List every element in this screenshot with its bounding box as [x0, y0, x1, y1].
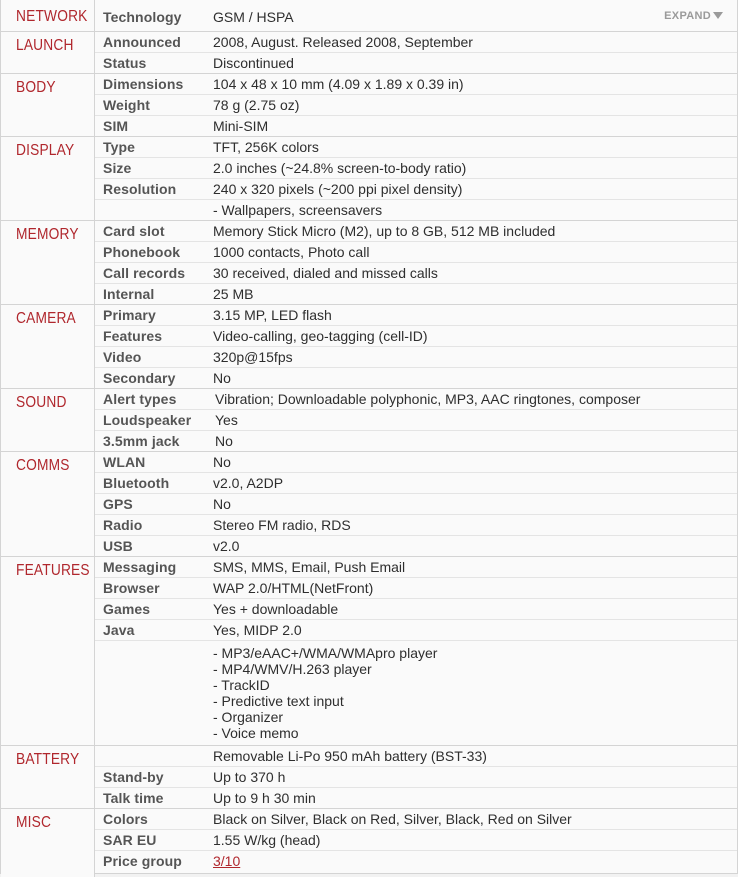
spec-row-technology [95, 0, 737, 31]
row-value: Yes + downloadable [213, 601, 339, 617]
row-label: Weight [103, 97, 151, 113]
section-network [1, 0, 737, 31]
spec-row-secondary [95, 367, 737, 388]
row-value: 240 x 320 pixels (~200 ppi pixel density) [213, 181, 463, 197]
row-value: v2.0 [213, 538, 240, 554]
row-label: Secondary [103, 370, 176, 386]
spec-row-price-group [95, 850, 737, 877]
row-value: 30 received, dialed and missed calls [213, 265, 438, 281]
spec-row-messaging [95, 557, 737, 577]
category-launch [1, 32, 95, 73]
spec-row-java [95, 619, 737, 640]
expand-label: EXPAND [664, 10, 711, 22]
spec-row-size [95, 157, 737, 178]
section-memory [1, 220, 737, 304]
list-item: - Voice memo [213, 725, 299, 741]
row-value: Up to 9 h 30 min [213, 790, 316, 806]
spec-row-dimensions [95, 74, 737, 94]
category-label: NETWORK [16, 8, 88, 25]
section-launch [1, 31, 737, 73]
row-label: Call records [103, 265, 186, 281]
row-value: Stereo FM radio, RDS [213, 517, 351, 533]
expand-button[interactable] [664, 10, 723, 22]
row-label: Bluetooth [103, 475, 170, 491]
row-label: Price group [103, 853, 182, 869]
spec-row-loudspeaker [95, 409, 737, 430]
category-label: MEMORY [16, 226, 79, 243]
category-label: FEATURES [16, 562, 90, 579]
row-label: Colors [103, 811, 148, 827]
list-item: - Organizer [213, 709, 284, 725]
category-comms [1, 452, 95, 556]
row-label: Size [103, 160, 132, 176]
row-value: 1.55 W/kg (head) [213, 832, 321, 848]
section-body [1, 73, 737, 136]
spec-row-battery-type [95, 746, 737, 766]
category-body [1, 74, 95, 136]
category-label: MISC [16, 814, 52, 831]
spec-row-sar-eu [95, 829, 737, 850]
spec-row-resolution [95, 178, 737, 199]
section-comms [1, 451, 737, 556]
row-label: USB [103, 538, 133, 554]
row-value: No [213, 454, 231, 470]
category-memory [1, 221, 95, 304]
row-label: Type [103, 139, 136, 155]
row-value: 1000 contacts, Photo call [213, 244, 370, 260]
spec-row-talk-time [95, 787, 737, 808]
row-label: Status [103, 55, 147, 71]
row-label: Internal [103, 286, 155, 302]
spec-row-internal [95, 283, 737, 304]
category-misc [1, 809, 95, 877]
spec-row-display-other [95, 199, 737, 220]
category-display [1, 137, 95, 220]
caret-down-icon [713, 12, 723, 19]
category-label: DISPLAY [16, 142, 75, 159]
row-label: Browser [103, 580, 160, 596]
section-misc [1, 808, 737, 877]
row-value: Yes [215, 412, 238, 428]
row-label: Games [103, 601, 151, 617]
spec-row-card-slot [95, 221, 737, 241]
spec-row-call-records [95, 262, 737, 283]
row-value: 2008, August. Released 2008, September [213, 34, 473, 50]
row-label: Announced [103, 34, 181, 50]
row-label: Alert types [103, 391, 177, 407]
spec-row-features-other [95, 640, 737, 742]
row-value: v2.0, A2DP [213, 475, 284, 491]
spec-row-primary [95, 305, 737, 325]
row-value: - Wallpapers, screensavers [213, 202, 383, 218]
row-label: Video [103, 349, 142, 365]
category-features [1, 557, 95, 745]
row-label: Dimensions [103, 76, 184, 92]
spec-row-games [95, 598, 737, 619]
row-value: Vibration; Downloadable polyphonic, MP3, AAC ringtones, composer [215, 391, 641, 407]
price-group-link[interactable]: 3/10 [213, 853, 241, 869]
row-value: 3.15 MP, LED flash [213, 307, 332, 323]
list-item: - MP3/eAAC+/WMA/WMApro player [213, 645, 438, 661]
row-value: Discontinued [213, 55, 294, 71]
category-label: SOUND [16, 394, 67, 411]
row-label: GPS [103, 496, 133, 512]
spec-row-type [95, 137, 737, 157]
section-battery [1, 745, 737, 808]
spec-row-phonebook [95, 241, 737, 262]
category-label: LAUNCH [16, 37, 74, 54]
row-value: WAP 2.0/HTML(NetFront) [213, 580, 374, 596]
row-value: SMS, MMS, Email, Push Email [213, 559, 406, 575]
spec-row-browser [95, 577, 737, 598]
features-list [213, 645, 437, 741]
spec-row-features [95, 325, 737, 346]
row-label: Loudspeaker [103, 412, 192, 428]
row-label: Radio [103, 517, 143, 533]
category-sound [1, 389, 95, 451]
spec-row-bluetooth [95, 472, 737, 493]
row-label: Resolution [103, 181, 177, 197]
row-value [213, 853, 240, 869]
row-value: Memory Stick Micro (M2), up to 8 GB, 512 MB included [213, 223, 556, 239]
category-camera [1, 305, 95, 388]
row-value: 104 x 48 x 10 mm (4.09 x 1.89 x 0.39 in) [213, 76, 464, 92]
category-label: COMMS [16, 457, 70, 474]
category-label: BODY [16, 79, 56, 96]
spec-row-alert-types [95, 389, 737, 409]
category-label: CAMERA [16, 310, 76, 327]
row-value: GSM / HSPA [213, 9, 294, 25]
spec-row-usb [95, 535, 737, 556]
row-value: 25 MB [213, 286, 254, 302]
row-value: Yes, MIDP 2.0 [213, 622, 302, 638]
row-label: Phonebook [103, 244, 181, 260]
row-value: 320p@15fps [213, 349, 293, 365]
spec-row-sim [95, 115, 737, 136]
row-value: Video-calling, geo-tagging (cell-ID) [213, 328, 428, 344]
spec-row-video [95, 346, 737, 367]
category-battery [1, 746, 95, 808]
row-label: Card slot [103, 223, 165, 239]
row-label: Talk time [103, 790, 164, 806]
row-label: Technology [103, 9, 182, 25]
row-label: Stand-by [103, 769, 164, 785]
list-item: - TrackID [213, 677, 270, 693]
row-label: Java [103, 622, 135, 638]
spec-row-radio [95, 514, 737, 535]
row-label: SIM [103, 118, 129, 134]
row-label: Features [103, 328, 163, 344]
row-value: No [215, 433, 233, 449]
row-label: Messaging [103, 559, 177, 575]
row-value: Mini-SIM [213, 118, 269, 134]
spec-row-colors [95, 809, 737, 829]
spec-row-status [95, 52, 737, 73]
row-label: SAR EU [103, 832, 157, 848]
spec-row-wlan [95, 452, 737, 472]
spec-row-announced [95, 32, 737, 52]
category-label: BATTERY [16, 751, 80, 768]
row-value: 2.0 inches (~24.8% screen-to-body ratio) [213, 160, 467, 176]
section-sound [1, 388, 737, 451]
category-network [1, 0, 95, 31]
row-value: No [213, 496, 231, 512]
row-label: 3.5mm jack [103, 433, 180, 449]
section-camera [1, 304, 737, 388]
list-item: - MP4/WMV/H.263 player [213, 661, 372, 677]
row-value: Up to 370 h [213, 769, 286, 785]
spec-row-stand-by [95, 766, 737, 787]
row-value: TFT, 256K colors [213, 139, 319, 155]
row-value: 78 g (2.75 oz) [213, 97, 300, 113]
list-item: - Predictive text input [213, 693, 344, 709]
spec-row-weight [95, 94, 737, 115]
spec-row-gps [95, 493, 737, 514]
section-display [1, 136, 737, 220]
row-value: No [213, 370, 231, 386]
row-label: WLAN [103, 454, 146, 470]
spec-row-audio-jack [95, 430, 737, 451]
row-value: Black on Silver, Black on Red, Silver, Black, Red on Silver [213, 811, 572, 827]
section-features [1, 556, 737, 745]
row-label: Primary [103, 307, 156, 323]
row-value: Removable Li-Po 950 mAh battery (BST-33) [213, 748, 487, 764]
